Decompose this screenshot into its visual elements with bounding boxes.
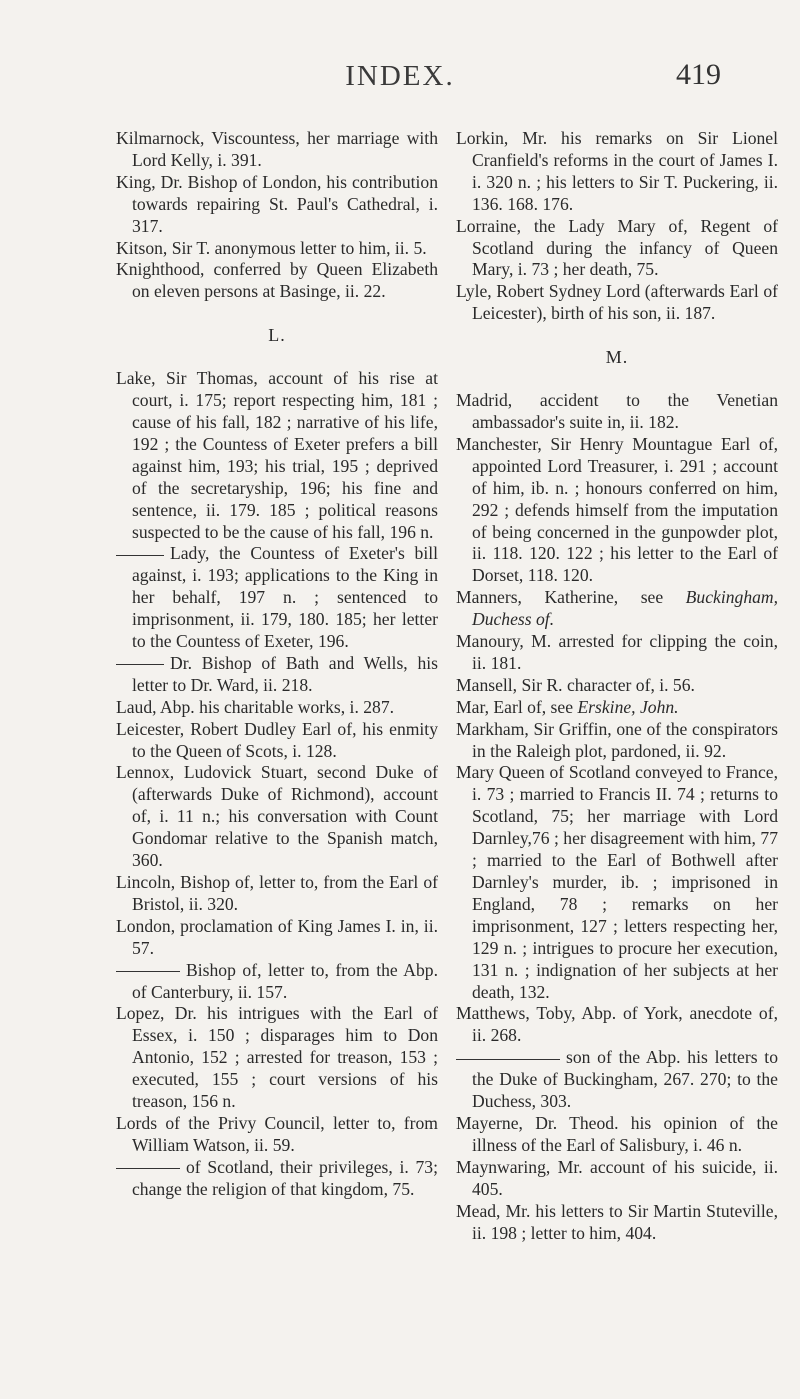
index-entry-mary-queen: Mary Queen of Scotland conveyed to France, i. 73 ; married to Francis II. 74 ; returns to Scotland, 75; her marriage with Lord Darnley,76 ; her disagreement with him, 77 ; married to the Earl of Bothwell after Darnley's murder, ib. ; imprisoned in England, 78 ; remarks on her imprisonment, 127 ; letters respecting her, 129 n. ; intrigues to procure her execution, 131 n. ; indignation of her subjects at her death, 132. bbox=[456, 762, 778, 1002]
left-column bbox=[116, 128, 438, 1201]
index-entry-matthews-son: son of the Abp. his letters to the Duke of Buckingham, 267. 270; to the Duchess, 303. bbox=[456, 1047, 778, 1113]
index-entry-london: London, proclamation of King James I. in, ii. 57. bbox=[116, 915, 438, 958]
ditto-dash bbox=[116, 555, 164, 556]
index-entry-lorkin: Lorkin, Mr. his remarks on Sir Lionel Cranfield's reforms in the court of James I. i. 320 n. ; his letters to Sir T. Puckering, ii. 136. 168. 176. bbox=[456, 128, 778, 214]
section-letter-l: L. bbox=[268, 325, 286, 346]
index-entry-kilmarnock: Kilmarnock, Viscountess, her marriage with Lord Kelly, i. 391. bbox=[116, 128, 438, 170]
index-entry-mead: Mead, Mr. his letters to Sir Martin Stuteville, ii. 198 ; letter to him, 404. bbox=[456, 1200, 778, 1243]
index-entry-maynwaring: Maynwaring, Mr. account of his suicide, ii. 405. bbox=[456, 1156, 778, 1199]
index-entry-markham: Markham, Sir Griffin, one of the conspirators in the Raleigh plot, pardoned, ii. 92. bbox=[456, 718, 778, 761]
index-entry-lake-dr: Dr. Bishop of Bath and Wells, his letter to Dr. Ward, ii. 218. bbox=[116, 653, 438, 697]
page-header bbox=[0, 56, 800, 96]
section-letter-m: M. bbox=[605, 347, 629, 368]
index-entry-knighthood: Knighthood, conferred by Queen Elizabeth on eleven persons at Basinge, ii. 22. bbox=[116, 259, 438, 302]
index-entry-matthews: Matthews, Toby, Abp. of York, anecdote of, ii. 268. bbox=[456, 1003, 778, 1046]
index-entry-lincoln: Lincoln, Bishop of, letter to, from the Earl of Bristol, ii. 320. bbox=[116, 872, 438, 914]
index-entry-lennox: Lennox, Ludovick Stuart, second Duke of (afterwards Duke of Richmond), account of, i. 11 n.; his conversation with Count Gondomar relative to the Spanish match, 360. bbox=[116, 762, 438, 871]
ditto-dash bbox=[116, 664, 164, 665]
index-entry-london-bishop: Bishop of, letter to, from the Abp. of Canterbury, ii. 157. bbox=[116, 960, 438, 1004]
index-entry-lyle: Lyle, Robert Sydney Lord (afterwards Earl of Leicester), birth of his son, ii. 187. bbox=[456, 281, 778, 324]
index-entry-lords-scotland: of Scotland, their privileges, i. 73; change the religion of that kingdom, 75. bbox=[116, 1157, 438, 1201]
index-entry-kitson: Kitson, Sir T. anonymous letter to him, ii. 5. bbox=[116, 237, 427, 258]
index-entry-lords-privy-council: Lords of the Privy Council, letter to, from William Watson, ii. 59. bbox=[116, 1112, 438, 1155]
ditto-dash bbox=[116, 971, 180, 972]
index-entry-leicester: Leicester, Robert Dudley Earl of, his enmity to the Queen of Scots, i. 128. bbox=[116, 718, 438, 761]
index-entry-lorraine: Lorraine, the Lady Mary of, Regent of Scotland during the infancy of Queen Mary, i. 73 ; her death, 75. bbox=[456, 215, 778, 280]
index-entry-laud: Laud, Abp. his charitable works, i. 287. bbox=[116, 696, 395, 717]
index-entry-lake-thomas: Lake, Sir Thomas, account of his rise at court, i. 175; report respecting him, 181 ; cause of his fall, 182 ; narrative of his life, 192 ; the Countess of Exeter prefers a bill against him, 193; his trial, 195 ; deprived of the secretaryship, 196; his fine and sentence, ii. 179. 185 ; political reasons suspected to be the cause of his fall, 196 n. bbox=[116, 368, 438, 542]
index-entry-lopez: Lopez, Dr. his intrigues with the Earl of Essex, i. 150 ; disparages him to Don Antonio, 152 ; arrested for treason, 153 ; executed, 155 ; court versions of his treason, 156 n. bbox=[116, 1003, 438, 1112]
index-entry-king: King, Dr. Bishop of London, his contribution towards repairing St. Paul's Cathedral, i. 317. bbox=[116, 171, 438, 236]
index-entry-lake-lady: Lady, the Countess of Exeter's bill against, i. 193; applications to the King in her behalf, 197 n. ; sentenced to imprisonment, ii. 179, 180. 185; her letter to the Countess of Exeter, 196. bbox=[116, 543, 438, 653]
cross-reference: Erskine, John. bbox=[577, 696, 679, 717]
index-entry-mansell: Mansell, Sir R. character of, i. 56. bbox=[456, 674, 695, 695]
index-entry-manoury: Manoury, M. arrested for clipping the coin, ii. 181. bbox=[456, 631, 778, 673]
index-entry-mar: Mar, Earl of, see Erskine, John. bbox=[456, 696, 679, 717]
index-entry-manners: Manners, Katherine, see Buckingham, Duchess of. bbox=[456, 587, 779, 630]
ditto-dash bbox=[116, 1168, 180, 1169]
index-entry-madrid: Madrid, accident to the Venetian ambassador's suite in, ii. 182. bbox=[456, 390, 778, 432]
index-entry-manchester: Manchester, Sir Henry Mountague Earl of, appointed Lord Treasurer, i. 291 ; account of him, ib. n. ; honours conferred on him, 292 ; defends himself from the imputation of being concerned in the gunpowder plot, ii. 118. 120. 122 ; his letter to the Earl of Dorset, 118. 120. bbox=[456, 433, 778, 586]
index-entry-mayerne: Mayerne, Dr. Theod. his opinion of the illness of the Earl of Salisbury, i. 46 n. bbox=[456, 1112, 778, 1155]
right-column bbox=[456, 128, 778, 1244]
ditto-dash bbox=[456, 1059, 560, 1060]
running-title: INDEX. bbox=[345, 60, 455, 92]
page-number: 419 bbox=[676, 58, 721, 91]
cross-reference: Buckingham, Duchess of. bbox=[472, 587, 779, 630]
